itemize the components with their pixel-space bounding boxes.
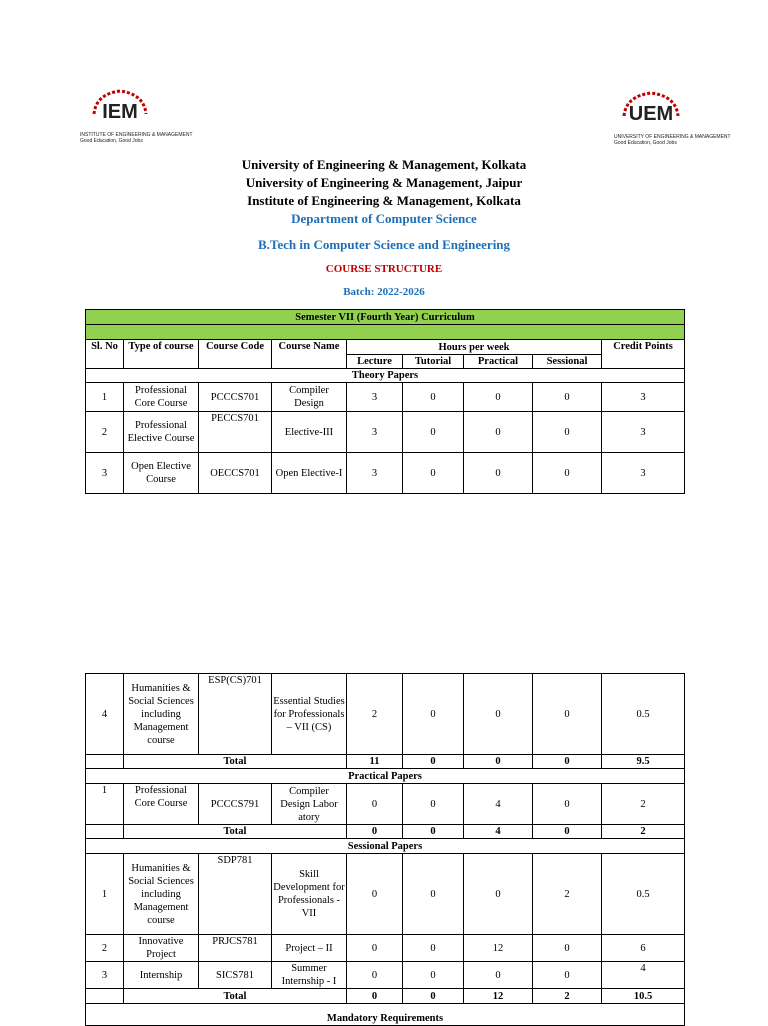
sessional-total: 0 [533, 755, 602, 769]
tutorial-cell: 0 [403, 962, 464, 989]
sessional-cell: 0 [533, 453, 602, 494]
table-row [86, 412, 685, 453]
name-cell: Project – II [272, 935, 347, 962]
sl-cell: 3 [86, 962, 124, 989]
name-cell: Summer Internship - I [272, 962, 347, 989]
practical-total: 12 [464, 989, 533, 1004]
practical-cell: 0 [464, 412, 533, 453]
svg-text:UEM: UEM [628, 103, 674, 125]
header-lecture: Lecture [347, 355, 403, 369]
lecture-cell: 0 [347, 935, 403, 962]
table-row [86, 784, 685, 825]
total-row-sessional [86, 989, 685, 1004]
sl-cell: 3 [86, 453, 124, 494]
header-tutorial: Tutorial [403, 355, 464, 369]
iem-logo-line1: INSTITUTE OF ENGINEERING & MANAGEMENT [80, 132, 193, 138]
lecture-cell: 0 [347, 854, 403, 935]
tutorial-total: 0 [403, 989, 464, 1004]
lecture-cell: 3 [347, 383, 403, 412]
lecture-total: 11 [347, 755, 403, 769]
header-type: Type of course [124, 340, 199, 369]
sessional-cell: 0 [533, 962, 602, 989]
green-spacer-row [86, 325, 685, 340]
table-row [86, 854, 685, 935]
empty-cell [86, 755, 124, 769]
type-cell: Humanities & Social Sciences including Management course [124, 674, 199, 755]
sl-cell: 2 [86, 412, 124, 453]
name-cell: Essential Studies for Professionals – VII (CS) [272, 674, 347, 755]
type-cell: Internship [124, 962, 199, 989]
lecture-total: 0 [347, 825, 403, 839]
tutorial-cell: 0 [403, 453, 464, 494]
lecture-cell: 3 [347, 412, 403, 453]
empty-cell [86, 825, 124, 839]
practical-cell: 0 [464, 854, 533, 935]
name-cell: Compiler Design [272, 383, 347, 412]
tutorial-cell: 0 [403, 383, 464, 412]
course-structure-title: COURSE STRUCTURE [325, 263, 443, 275]
program-title: B.Tech in Computer Science and Engineering [257, 237, 511, 252]
university-kolkata: University of Engineering & Management, Kolkata [241, 157, 527, 172]
header-practical: Practical [464, 355, 533, 369]
total-label: Total [124, 755, 347, 769]
sessional-cell: 0 [533, 383, 602, 412]
name-cell: Compiler Design Labor atory [272, 784, 347, 825]
section-mandatory: Mandatory Requirements [86, 1004, 685, 1026]
sessional-cell: 2 [533, 854, 602, 935]
tutorial-cell: 0 [403, 412, 464, 453]
university-jaipur: University of Engineering & Management, Jaipur [245, 175, 523, 190]
practical-total: 0 [464, 755, 533, 769]
section-theory: Theory Papers [86, 369, 685, 383]
tutorial-cell: 0 [403, 854, 464, 935]
table-row [86, 383, 685, 412]
code-cell: PCCCS791 [199, 784, 272, 825]
code-cell: PRJCS781 [199, 935, 272, 962]
header-sessional: Sessional [533, 355, 602, 369]
credit-cell: 3 [602, 412, 685, 453]
table-row [86, 962, 685, 989]
type-cell: Professional Core Course [124, 784, 199, 825]
header-code: Course Code [199, 340, 272, 369]
header-credit: Credit Points [602, 340, 685, 369]
department-title: Department of Computer Science [291, 211, 477, 226]
practical-cell: 0 [464, 383, 533, 412]
uem-logo [614, 90, 731, 146]
total-row-theory [86, 755, 685, 769]
practical-cell: 4 [464, 784, 533, 825]
credit-total: 2 [602, 825, 685, 839]
practical-total: 4 [464, 825, 533, 839]
header-hours: Hours per week [347, 340, 602, 355]
lecture-cell: 0 [347, 784, 403, 825]
type-cell: Professional Core Course [124, 383, 199, 412]
sessional-cell: 0 [533, 784, 602, 825]
batch-label: Batch: 2022-2026 [343, 286, 425, 298]
credit-cell: 2 [602, 784, 685, 825]
credit-cell: 0.5 [602, 854, 685, 935]
curriculum-table-1 [85, 309, 685, 494]
practical-cell: 0 [464, 453, 533, 494]
lecture-cell: 2 [347, 674, 403, 755]
tutorial-cell: 0 [403, 784, 464, 825]
sessional-cell: 0 [533, 935, 602, 962]
curriculum-table-2 [85, 673, 685, 1026]
tutorial-total: 0 [403, 755, 464, 769]
total-row-practical [86, 825, 685, 839]
name-cell: Open Elective-I [272, 453, 347, 494]
tutorial-cell: 0 [403, 935, 464, 962]
svg-text:IEM: IEM [102, 101, 138, 123]
header-name: Course Name [272, 340, 347, 369]
credit-total: 10.5 [602, 989, 685, 1004]
total-label: Total [124, 825, 347, 839]
sl-cell: 1 [86, 854, 124, 935]
lecture-cell: 0 [347, 962, 403, 989]
code-cell: SICS781 [199, 962, 272, 989]
name-cell: Elective-III [272, 412, 347, 453]
lecture-cell: 3 [347, 453, 403, 494]
table-row [86, 935, 685, 962]
iem-logo [80, 88, 193, 144]
type-cell: Innovative Project [124, 935, 199, 962]
type-cell: Open Elective Course [124, 453, 199, 494]
sl-cell: 4 [86, 674, 124, 755]
institute-kolkata: Institute of Engineering & Management, Kolkata [247, 193, 521, 208]
tutorial-cell: 0 [403, 674, 464, 755]
code-cell: OECCS701 [199, 453, 272, 494]
semester-title: Semester VII (Fourth Year) Curriculum [86, 310, 685, 325]
section-practical: Practical Papers [86, 769, 685, 784]
type-cell: Professional Elective Course [124, 412, 199, 453]
name-cell: Skill Development for Professionals - VII [272, 854, 347, 935]
credit-cell: 4 [602, 962, 685, 989]
credit-cell: 0.5 [602, 674, 685, 755]
table-row [86, 674, 685, 755]
code-cell: PECCS701 [199, 412, 272, 453]
sl-cell: 2 [86, 935, 124, 962]
code-cell: PCCCS701 [199, 383, 272, 412]
uem-logo-line2: Good Education, Good Jobs [614, 140, 677, 146]
type-cell: Humanities & Social Sciences including Management course [124, 854, 199, 935]
lecture-total: 0 [347, 989, 403, 1004]
sessional-total: 0 [533, 825, 602, 839]
practical-cell: 0 [464, 674, 533, 755]
sessional-cell: 0 [533, 412, 602, 453]
sessional-cell: 0 [533, 674, 602, 755]
code-cell: ESP(CS)701 [199, 674, 272, 755]
practical-cell: 12 [464, 935, 533, 962]
credit-cell: 3 [602, 383, 685, 412]
uem-logo-line1: UNIVERSITY OF ENGINEERING & MANAGEMENT [614, 134, 731, 140]
iem-logo-line2: Good Education, Good Jobs [80, 138, 143, 144]
tutorial-total: 0 [403, 825, 464, 839]
sl-cell: 1 [86, 383, 124, 412]
sl-cell: 1 [86, 784, 124, 825]
credit-total: 9.5 [602, 755, 685, 769]
credit-cell: 6 [602, 935, 685, 962]
total-label: Total [124, 989, 347, 1004]
table-row [86, 453, 685, 494]
empty-cell [86, 989, 124, 1004]
practical-cell: 0 [464, 962, 533, 989]
sessional-total: 2 [533, 989, 602, 1004]
credit-cell: 3 [602, 453, 685, 494]
code-cell: SDP781 [199, 854, 272, 935]
section-sessional: Sessional Papers [86, 839, 685, 854]
header-sl-no: Sl. No [86, 340, 124, 369]
